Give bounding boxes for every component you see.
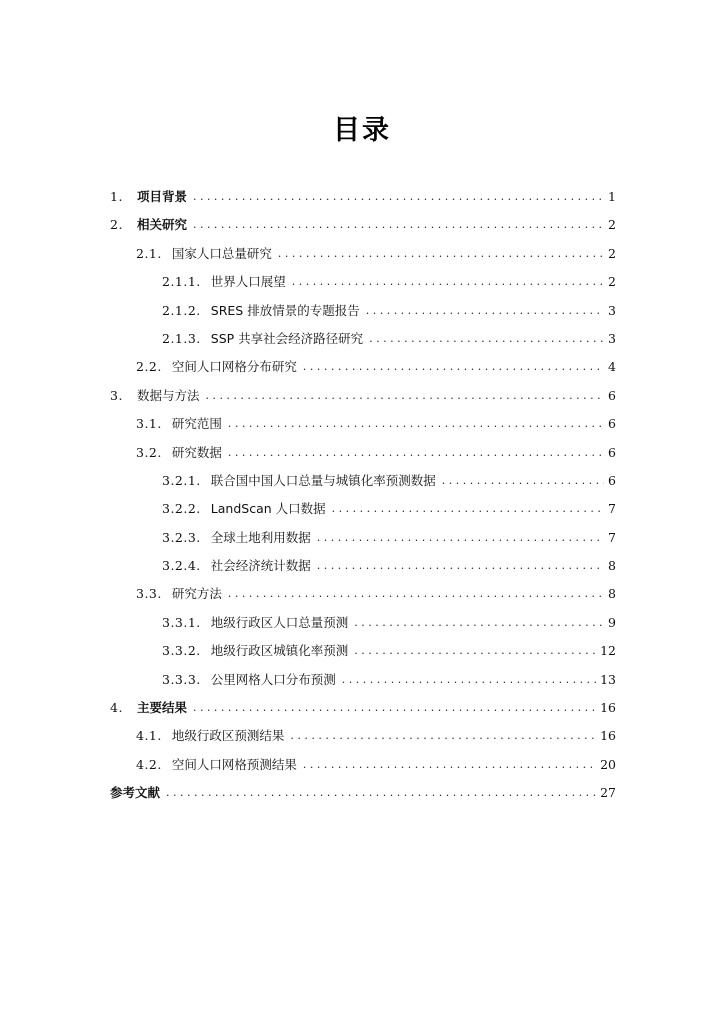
toc-entry-label: 公里网格人口分布预测 xyxy=(210,671,336,687)
toc-entry-number: 4.1. xyxy=(136,728,162,744)
toc-entry-page: 6 xyxy=(608,416,616,432)
toc-entry-label: 社会经济统计数据 xyxy=(210,558,311,574)
toc-entry[interactable] xyxy=(110,410,616,438)
toc-entry[interactable] xyxy=(110,694,616,722)
toc-entry-page: 9 xyxy=(608,614,616,630)
toc-entry-number: 2.2. xyxy=(136,359,162,375)
toc-entry-label: 研究方法 xyxy=(171,586,222,602)
dot-leader xyxy=(228,580,604,608)
toc-entry-label: 研究数据 xyxy=(171,444,222,460)
toc-entry[interactable] xyxy=(110,666,616,694)
dot-leader xyxy=(303,353,604,381)
toc-entry-page: 20 xyxy=(600,756,616,772)
toc-entry-label: 主要结果 xyxy=(136,700,187,716)
toc-entry[interactable] xyxy=(110,439,616,467)
toc-entry-label: 数据与方法 xyxy=(136,387,200,403)
toc-entry-page: 6 xyxy=(608,387,616,403)
toc-entry-page: 13 xyxy=(600,671,616,687)
toc-entry[interactable] xyxy=(110,722,616,750)
dot-leader xyxy=(303,751,596,779)
toc-entry-number: 3.3. xyxy=(136,586,162,602)
toc-entry-page: 1 xyxy=(608,189,616,204)
toc-entry[interactable] xyxy=(110,382,616,410)
dot-leader xyxy=(354,609,604,637)
toc-entry[interactable] xyxy=(110,751,616,779)
toc-entry-label: LandScan 人口数据 xyxy=(210,501,326,517)
dot-leader xyxy=(193,183,604,211)
toc-entry-page: 7 xyxy=(608,529,616,545)
toc-entry-label: 参考文献 xyxy=(110,785,161,801)
toc-entry-label: SRES 排放情景的专题报告 xyxy=(210,302,360,318)
dot-leader xyxy=(292,268,604,296)
toc-title: 目录 xyxy=(333,115,391,146)
toc-entry-number: 1. xyxy=(110,189,123,204)
toc-entry[interactable] xyxy=(110,552,616,580)
dot-leader xyxy=(317,552,604,580)
toc-entry-label: 相关研究 xyxy=(136,217,187,233)
toc-entry-label: 联合国中国人口总量与城镇化率预测数据 xyxy=(210,472,436,488)
dot-leader xyxy=(193,694,596,722)
toc-entry-number: 4.2. xyxy=(136,756,162,772)
toc-entry-number: 2. xyxy=(110,217,123,233)
toc-entry-number: 2.1. xyxy=(136,245,162,261)
dot-leader xyxy=(228,410,604,438)
dot-leader xyxy=(442,467,604,495)
toc-entry-label: 地级行政区预测结果 xyxy=(171,728,285,744)
toc-entry-number: 3.3.1. xyxy=(162,614,201,630)
toc-entry[interactable] xyxy=(110,609,616,637)
table-of-contents xyxy=(110,183,616,808)
toc-entry[interactable] xyxy=(110,524,616,552)
toc-entry-page: 2 xyxy=(608,217,616,233)
toc-entry-label: SSP 共享社会经济路径研究 xyxy=(210,330,364,346)
toc-entry-number: 4. xyxy=(110,700,123,716)
toc-entry-page: 27 xyxy=(600,785,616,801)
toc-entry-page: 6 xyxy=(608,472,616,488)
toc-entry-label: 地级行政区城镇化率预测 xyxy=(210,643,349,659)
toc-entry-page: 4 xyxy=(608,359,616,375)
toc-entry-number: 3.2. xyxy=(136,444,162,460)
toc-entry-number: 2.1.2. xyxy=(162,302,201,318)
toc-entry-label: 项目背景 xyxy=(136,189,187,204)
toc-entry-label: 空间人口网格预测结果 xyxy=(171,756,297,772)
toc-entry[interactable] xyxy=(110,467,616,495)
toc-entry[interactable] xyxy=(110,325,616,353)
dot-leader xyxy=(278,240,604,268)
toc-entry-number: 3.3.2. xyxy=(162,643,201,659)
toc-entry[interactable] xyxy=(110,637,616,665)
toc-entry-page: 16 xyxy=(600,700,616,716)
toc-entry-number: 2.1.3. xyxy=(162,330,201,346)
dot-leader xyxy=(332,495,604,523)
toc-entry-page: 16 xyxy=(600,728,616,744)
toc-entry[interactable] xyxy=(110,297,616,325)
dot-leader xyxy=(290,722,596,750)
toc-entry-page: 3 xyxy=(608,302,616,318)
toc-entry[interactable] xyxy=(110,353,616,381)
toc-entry-label: 研究范围 xyxy=(171,416,222,432)
dot-leader xyxy=(342,666,596,694)
toc-entry-page: 2 xyxy=(608,245,616,261)
toc-entry-page: 2 xyxy=(608,274,616,290)
dot-leader xyxy=(317,524,604,552)
toc-entry[interactable] xyxy=(110,240,616,268)
dot-leader xyxy=(193,211,604,239)
toc-entry-page: 8 xyxy=(608,586,616,602)
toc-entry-number: 3.1. xyxy=(136,416,162,432)
toc-entry-page: 8 xyxy=(608,558,616,574)
dot-leader xyxy=(369,325,604,353)
toc-entry-number: 3.2.2. xyxy=(162,501,201,517)
toc-entry[interactable] xyxy=(110,779,616,807)
toc-entry-label: 空间人口网格分布研究 xyxy=(171,359,297,375)
dot-leader xyxy=(366,297,604,325)
toc-entry-number: 3.3.3. xyxy=(162,671,201,687)
toc-entry[interactable] xyxy=(110,495,616,523)
toc-entry[interactable] xyxy=(110,211,616,239)
toc-entry-number: 3.2.1. xyxy=(162,472,201,488)
toc-entry-number: 3. xyxy=(110,387,123,403)
toc-entry-page: 7 xyxy=(608,501,616,517)
toc-entry[interactable] xyxy=(110,268,616,296)
toc-entry[interactable] xyxy=(110,183,616,211)
toc-entry-page: 12 xyxy=(600,643,616,659)
dot-leader xyxy=(228,439,604,467)
toc-entry-label: 国家人口总量研究 xyxy=(171,245,272,261)
toc-entry-page: 3 xyxy=(608,330,616,346)
dot-leader xyxy=(354,637,596,665)
dot-leader xyxy=(166,779,596,807)
toc-entry-label: 地级行政区人口总量预测 xyxy=(210,614,349,630)
toc-entry-number: 3.2.4. xyxy=(162,558,201,574)
toc-entry-number: 3.2.3. xyxy=(162,529,201,545)
dot-leader xyxy=(205,382,604,410)
toc-entry[interactable] xyxy=(110,580,616,608)
toc-entry-page: 6 xyxy=(608,444,616,460)
toc-entry-label: 全球土地利用数据 xyxy=(210,529,311,545)
toc-entry-label: 世界人口展望 xyxy=(210,274,286,290)
toc-entry-number: 2.1.1. xyxy=(162,274,201,290)
